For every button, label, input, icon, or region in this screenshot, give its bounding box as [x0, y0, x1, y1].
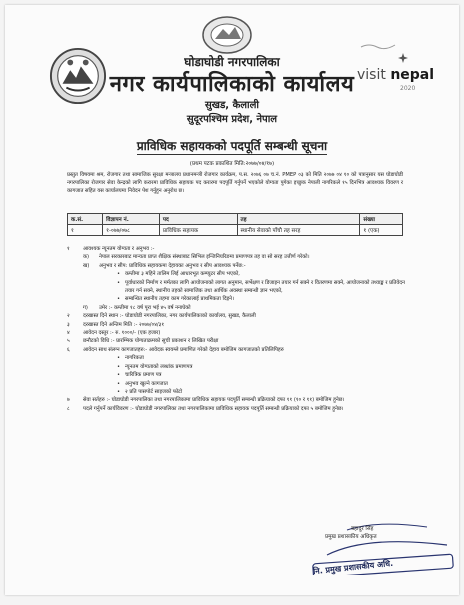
- list-item: [67, 304, 407, 312]
- bullet-icon: •: [117, 355, 121, 362]
- item-number: [67, 279, 83, 296]
- signature-seal-text: नि. प्रमुख प्रशासकीय अधि.: [312, 558, 394, 577]
- item-text: पूर्वाधारको निर्माण र मर्मतका लागि आयोजनाको लागत अनुमान, सर्भेक्षण र डिजाइन तयार गर्न सक्ने र वितरणमा सक्ने, आयोजनाको तथ्याङ्क र प्रतिवेदन तयार गर्न सक्ने, स्थानीय तहको सामाजिक तथा आर्थिक अवस्था सम्बन्धी ज्ञान भएको,: [125, 279, 405, 295]
- item-text: चारित्रिक प्रमाण पत्र: [125, 372, 162, 379]
- item-text: पदले गर्नुपर्ने कार्यविवरण :- घोडाघोडी नगरपालिका तथा नगरपालिकामा प्राविधिक सहायक पदपूर्ति सम्बन्धी प्रक्रियाको दफा ५ बमोजिम हुनेछ।: [83, 405, 344, 412]
- bullet-icon: •: [117, 279, 121, 286]
- office-name: नगर कार्यपालिकाको कार्यालय: [109, 72, 355, 97]
- item-text: नागरिकता: [125, 355, 144, 362]
- item-text: अनुभव र सीप: प्राविधिक सहायकमा देहायका अनुभव र सीप आवश्यक पर्नेछ:-: [99, 262, 246, 269]
- handwritten-mark-icon: [359, 41, 399, 51]
- visit-label: visit: [357, 67, 386, 83]
- item-text: दरखास्त दिने स्थान :- घोडाघोडी नगरपालिका, नगर कार्यपालिकाको कार्यालय, सुखड, कैलाली: [83, 313, 256, 320]
- item-number: [67, 388, 83, 396]
- visit-year: 2020: [400, 85, 416, 92]
- item-sub-marker: ग): [83, 304, 88, 311]
- item-number: ६: [67, 346, 70, 353]
- list-item: [67, 363, 407, 371]
- item-text: आवेदन साथ संलग्न कागजातहरु:- आवेदक स्वयम्ले प्रमाणित गरेको देहाय बमोजिम कागजातको प्रतिलिपिहरु: [83, 346, 284, 353]
- list-item: [67, 337, 407, 345]
- bullet-icon: •: [117, 271, 121, 278]
- list-item: [67, 354, 407, 362]
- list-item: [67, 253, 407, 261]
- item-text: छनौटको विधि :- प्रारम्भिक योग्यताक्रमको सूची प्रकाशन र लिखित परीक्षा: [83, 338, 219, 345]
- item-text: अनुभव खुल्ने कागजात: [125, 380, 168, 387]
- list-item: [67, 396, 407, 404]
- item-number: [67, 253, 83, 261]
- item-number: [67, 295, 83, 303]
- notice-items: [67, 245, 407, 413]
- item-number: [67, 270, 83, 278]
- municipal-seal-icon: [201, 15, 253, 55]
- item-number: ८: [67, 405, 70, 412]
- item-sub-marker: क): [83, 254, 90, 261]
- item-number: [67, 262, 83, 270]
- item-number: [67, 371, 83, 379]
- cell-ad-number: १-०७७/०७८: [103, 225, 160, 236]
- item-text: सेवा सर्तहरु :- घोडाघोडी नगरपालिका तथा नगरपालिकामा प्राविधिक सहायक पदपूर्ति सम्बन्धी प्रक्रियाको दफा ११ (१० र ११) बमोजिम हुनेछ।: [83, 397, 345, 404]
- item-text: आवश्यक न्यूनतम योग्यता र अनुभव :-: [83, 246, 155, 252]
- item-text: आवेदन दस्तुर :- रु. १०००/- (एक हजार): [83, 330, 161, 337]
- signature-name: बहादुर सिंह: [351, 526, 374, 532]
- item-text: उमेर :- कम्तीमा १८ वर्ष पूरा भई ४५ वर्ष ननाघेको: [99, 304, 191, 311]
- item-text: दरखास्त दिने अन्तिम मिति :- २०७७/०४/३१: [83, 321, 165, 328]
- bullet-icon: •: [117, 380, 121, 387]
- office-location: सुखड, कैलाली: [205, 100, 259, 111]
- list-item: [67, 405, 407, 413]
- cell-level: स्थानीय सेवाको पाँचौ तह सरह: [237, 225, 360, 236]
- item-number: [67, 354, 83, 362]
- list-item: [67, 371, 407, 379]
- cell-serial: १: [68, 225, 103, 236]
- vacancy-table: [67, 213, 403, 236]
- item-number: [67, 304, 83, 312]
- signature-title: प्रमुख प्रशासकीय अधिकृत: [325, 534, 377, 540]
- bullet-icon: •: [117, 388, 121, 395]
- list-item: [67, 245, 407, 253]
- cell-count: १ (एक): [360, 225, 403, 236]
- list-item: [67, 312, 407, 320]
- list-item: [67, 262, 407, 270]
- col-ad-number: विज्ञापन नं.: [103, 214, 160, 225]
- municipality-name: घोडाघोडी नगरपालिका: [184, 55, 280, 69]
- list-item: [67, 270, 407, 278]
- notice-page: [5, 5, 459, 595]
- bullet-icon: •: [117, 363, 121, 370]
- col-post: पद: [159, 214, 237, 225]
- signature-block: [311, 525, 457, 541]
- item-number: [67, 380, 83, 388]
- cell-post: प्राविधिक सहायक: [159, 225, 237, 236]
- publish-date: (प्रथम पटक प्रकाशित मिति:२०७७/०४/१७): [189, 161, 275, 167]
- visit-brand: nepal: [390, 67, 435, 83]
- item-text: नेपाल सरकारबाट मान्यता प्राप्त शैक्षिक संस्थाबाट सिभिल इन्जिनियरिङमा प्रमाणपत्र तह वा सो सरह उत्तीर्ण गरेको।: [99, 254, 310, 261]
- item-number: [67, 363, 83, 371]
- bullet-icon: •: [117, 372, 121, 379]
- item-number: ५: [67, 338, 70, 345]
- item-number: ३: [67, 321, 70, 328]
- intro-paragraph: प्रस्तुत विषयमा श्रम, रोजगार तथा सामाजिक सुरक्षा मन्त्रालय प्रधानमन्त्री रोजगार कार्यक्रम, प.स. २०७६ ०७ च.नं. PMEP ०३ को मिति २०७७ ०४ १० को पत्रानुसार यस घोडाघोडी नगरपालिका रोजगार सेवा केन्द्रको लागि करारमा प्राविधिक सहायक पद करारमा पदपूर्ति गर्नुपर्ने भएकोले योग्यता पुगेका इच्छुक नेपाली नागरिकले १५ दिनभित्र आवश्यक विवरण र कागजात सहित यस कार्यालयमा निवेदन पेश गर्नुहुन अनुरोध छ।: [67, 172, 403, 194]
- list-item: [67, 388, 407, 396]
- item-text: सम्बन्धित स्थानीय तहमा काम गरेकालाई प्राथमिकता दिइने।: [125, 296, 234, 303]
- item-number: ४: [67, 330, 70, 337]
- col-serial: क.सं.: [68, 214, 103, 225]
- item-text: कम्तीमा ३ महिने तालिम लिई आधारभूत कम्प्युटर सीप भएको,: [125, 271, 240, 278]
- item-sub-marker: ख): [83, 262, 90, 269]
- province-line: सुदूरपश्चिम प्रदेश, नेपाल: [186, 114, 278, 125]
- list-item: [67, 321, 407, 329]
- notice-title: प्राविधिक सहायकको पदपूर्ति सम्बन्धी सूचना: [136, 139, 328, 153]
- item-text: २ प्रति पासपोर्ट साइजको फोटो: [125, 388, 183, 395]
- list-item: [67, 346, 407, 354]
- table-row: [68, 225, 403, 236]
- table-header-row: [68, 214, 403, 225]
- list-item: [67, 295, 407, 303]
- bullet-icon: •: [117, 296, 121, 303]
- col-count: संख्या: [360, 214, 403, 225]
- list-item: [67, 279, 407, 296]
- item-text: न्यूनतम योग्यताको लब्धांक प्रमाणपत्र: [125, 363, 193, 370]
- item-number: ७: [67, 397, 70, 404]
- list-item: [67, 329, 407, 337]
- item-number: १: [67, 246, 70, 252]
- item-number: २: [67, 313, 70, 320]
- list-item: [67, 380, 407, 388]
- col-level: तह: [237, 214, 360, 225]
